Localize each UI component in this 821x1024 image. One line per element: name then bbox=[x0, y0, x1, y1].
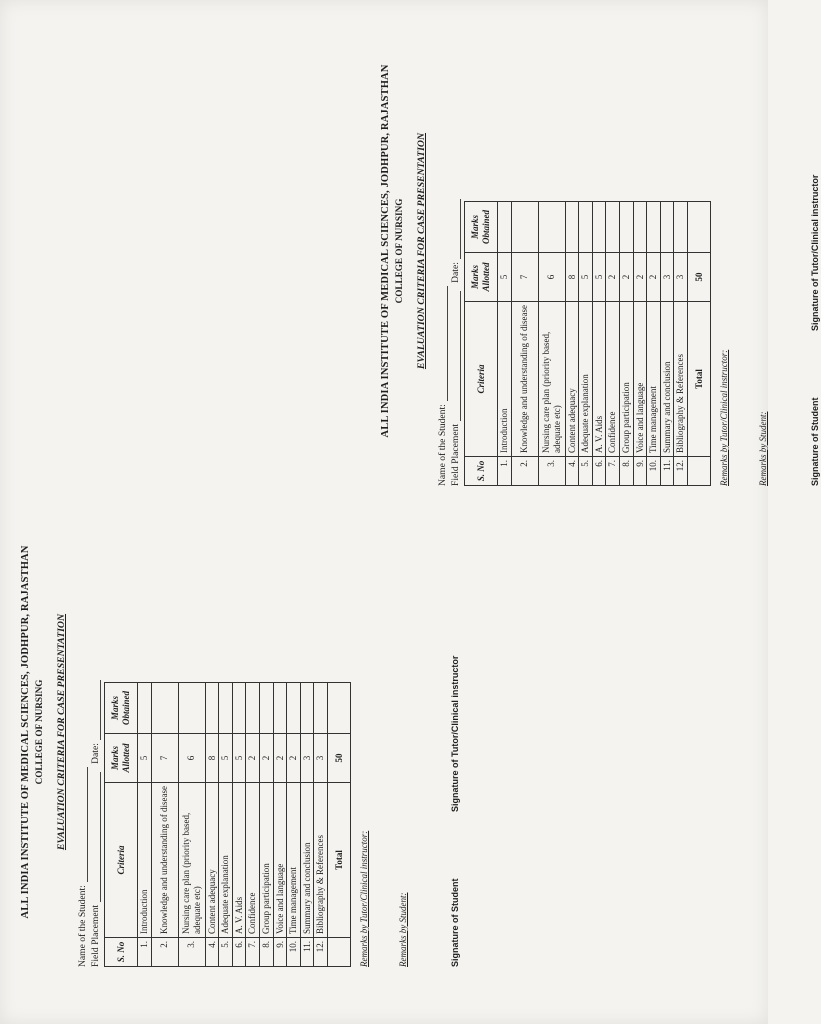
row-criteria: Adequate explanation bbox=[579, 302, 593, 457]
evaluation-title: EVALUATION CRITERIA FOR CASE PRESENTATION bbox=[416, 132, 428, 370]
signature-student: Signature of Student bbox=[810, 397, 821, 486]
header-criteria: Criteria bbox=[464, 302, 497, 457]
row-criteria: Introduction bbox=[497, 302, 511, 457]
row-marks-obtained[interactable] bbox=[219, 683, 233, 734]
row-marks-obtained[interactable] bbox=[592, 202, 606, 253]
institute-name: ALL INDIA INSTITUTE OF MEDICAL SCIENCES, JODHPUR, RAJASTHAN bbox=[380, 64, 391, 438]
header-marks-obtained: Marks Obtained bbox=[464, 202, 497, 253]
row-marks-obtained[interactable] bbox=[232, 683, 246, 734]
table-row bbox=[137, 683, 151, 967]
row-marks-obtained[interactable] bbox=[178, 683, 205, 734]
row-sno: 11. bbox=[300, 938, 314, 967]
header-sno: S. No bbox=[104, 938, 137, 967]
row-criteria: Voice and language bbox=[633, 302, 647, 457]
row-marks-obtained[interactable] bbox=[300, 683, 314, 734]
row-criteria: Adequate explanation bbox=[219, 783, 233, 938]
row-marks-obtained[interactable] bbox=[633, 202, 647, 253]
table-row bbox=[619, 202, 633, 486]
row-sno: 12. bbox=[314, 938, 328, 967]
student-name-label: Name of the Student: bbox=[76, 885, 88, 967]
table-row bbox=[151, 683, 178, 967]
table-row bbox=[606, 202, 620, 486]
row-sno: 6. bbox=[232, 938, 246, 967]
row-criteria: Content adequacy bbox=[205, 783, 219, 938]
field-placement-label: Field Placement bbox=[449, 423, 461, 486]
row-sno: 10. bbox=[647, 457, 661, 486]
row-marks-allotted: 7 bbox=[511, 253, 538, 302]
row-criteria: Time management bbox=[647, 302, 661, 457]
table-row bbox=[497, 202, 511, 486]
row-sno: 1. bbox=[497, 457, 511, 486]
remarks-tutor: Remarks by Tutor/Clinical instructor: bbox=[719, 349, 729, 486]
table-row bbox=[633, 202, 647, 486]
header-criteria: Criteria bbox=[104, 783, 137, 938]
total-row bbox=[688, 202, 711, 486]
table-row bbox=[314, 683, 328, 967]
row-marks-allotted: 5 bbox=[592, 253, 606, 302]
row-criteria: Knowledge and understanding of disease bbox=[511, 302, 538, 457]
criteria-table bbox=[464, 201, 711, 486]
evaluation-sheet-right bbox=[380, 16, 821, 486]
row-marks-allotted: 2 bbox=[259, 734, 273, 783]
total-sno-cell bbox=[328, 938, 351, 967]
row-marks-obtained[interactable] bbox=[259, 683, 273, 734]
row-criteria: Confidence bbox=[606, 302, 620, 457]
row-criteria: Summary and conclusion bbox=[300, 783, 314, 938]
row-marks-allotted: 3 bbox=[660, 253, 674, 302]
row-marks-allotted: 3 bbox=[314, 734, 328, 783]
header-sno: S. No bbox=[464, 457, 497, 486]
row-marks-obtained[interactable] bbox=[287, 683, 301, 734]
row-marks-obtained[interactable] bbox=[674, 202, 688, 253]
field-placement-field[interactable] bbox=[88, 497, 101, 967]
row-marks-allotted: 7 bbox=[151, 734, 178, 783]
remarks-student: Remarks by Student: bbox=[397, 892, 408, 967]
field-placement-line bbox=[451, 291, 461, 421]
row-marks-allotted: 2 bbox=[287, 734, 301, 783]
row-sno: 8. bbox=[259, 938, 273, 967]
row-marks-allotted: 6 bbox=[178, 734, 205, 783]
row-criteria: Confidence bbox=[246, 783, 260, 938]
row-criteria: Voice and language bbox=[273, 783, 287, 938]
table-row bbox=[511, 202, 538, 486]
signature-row bbox=[810, 16, 821, 486]
student-name-line bbox=[78, 767, 88, 882]
row-criteria: A. V. Aids bbox=[592, 302, 606, 457]
row-sno: 4. bbox=[565, 457, 579, 486]
table-row bbox=[579, 202, 593, 486]
row-marks-allotted: 5 bbox=[497, 253, 511, 302]
row-criteria: Group participation bbox=[259, 783, 273, 938]
row-sno: 9. bbox=[633, 457, 647, 486]
total-value: 50 bbox=[688, 253, 711, 302]
student-name-field[interactable] bbox=[75, 497, 88, 967]
row-marks-obtained[interactable] bbox=[511, 202, 538, 253]
student-fields bbox=[75, 497, 101, 967]
row-sno: 5. bbox=[219, 938, 233, 967]
row-sno: 9. bbox=[273, 938, 287, 967]
table-row bbox=[232, 683, 246, 967]
row-sno: 2. bbox=[151, 938, 178, 967]
row-marks-allotted: 5 bbox=[137, 734, 151, 783]
college-name: COLLEGE OF NURSING bbox=[33, 679, 44, 785]
row-marks-obtained[interactable] bbox=[151, 683, 178, 734]
row-criteria: Introduction bbox=[137, 783, 151, 938]
row-marks-obtained[interactable] bbox=[273, 683, 287, 734]
date-line bbox=[451, 199, 461, 259]
date-label: Date: bbox=[89, 743, 101, 764]
row-marks-allotted: 3 bbox=[674, 253, 688, 302]
field-placement-label: Field Placement bbox=[89, 904, 101, 967]
table-header-row bbox=[464, 202, 497, 486]
row-marks-allotted: 2 bbox=[273, 734, 287, 783]
row-marks-allotted: 2 bbox=[633, 253, 647, 302]
student-name-line bbox=[438, 286, 448, 401]
date-line bbox=[91, 680, 101, 740]
row-marks-allotted: 5 bbox=[219, 734, 233, 783]
criteria-table bbox=[104, 682, 351, 967]
table-row bbox=[565, 202, 579, 486]
row-marks-obtained[interactable] bbox=[579, 202, 593, 253]
row-marks-obtained[interactable] bbox=[137, 683, 151, 734]
table-row bbox=[660, 202, 674, 486]
table-row bbox=[205, 683, 219, 967]
field-placement-field[interactable] bbox=[448, 16, 461, 486]
remarks-student: Remarks by Student: bbox=[757, 411, 768, 486]
evaluation-sheet-left bbox=[20, 497, 461, 967]
header-marks-allotted: Marks Allotted bbox=[464, 253, 497, 302]
row-marks-obtained[interactable] bbox=[565, 202, 579, 253]
row-marks-allotted: 5 bbox=[579, 253, 593, 302]
table-row bbox=[219, 683, 233, 967]
row-criteria: Group participation bbox=[619, 302, 633, 457]
total-obtained-cell[interactable] bbox=[328, 683, 351, 734]
table-header-row bbox=[104, 683, 137, 967]
row-criteria: Time management bbox=[287, 783, 301, 938]
total-obtained-cell[interactable] bbox=[688, 202, 711, 253]
table-row bbox=[674, 202, 688, 486]
row-marks-allotted: 2 bbox=[246, 734, 260, 783]
date-label: Date: bbox=[449, 262, 461, 283]
row-criteria: A. V. Aids bbox=[232, 783, 246, 938]
total-value: 50 bbox=[328, 734, 351, 783]
table-row bbox=[246, 683, 260, 967]
evaluation-title: EVALUATION CRITERIA FOR CASE PRESENTATION bbox=[56, 613, 68, 851]
table-row bbox=[259, 683, 273, 967]
header-marks-allotted: Marks Allotted bbox=[104, 734, 137, 783]
field-placement-line bbox=[91, 772, 101, 902]
row-sno: 5. bbox=[579, 457, 593, 486]
row-marks-allotted: 6 bbox=[538, 253, 565, 302]
row-sno: 2. bbox=[511, 457, 538, 486]
table-row bbox=[647, 202, 661, 486]
row-criteria: Bibliography & References bbox=[314, 783, 328, 938]
row-sno: 10. bbox=[287, 938, 301, 967]
row-sno: 4. bbox=[205, 938, 219, 967]
row-marks-allotted: 8 bbox=[205, 734, 219, 783]
student-fields bbox=[435, 16, 461, 486]
row-marks-allotted: 8 bbox=[565, 253, 579, 302]
college-name: COLLEGE OF NURSING bbox=[393, 198, 404, 304]
row-marks-obtained[interactable] bbox=[606, 202, 620, 253]
table-row bbox=[592, 202, 606, 486]
row-sno: 6. bbox=[592, 457, 606, 486]
remarks-tutor: Remarks by Tutor/Clinical instructor: bbox=[359, 830, 369, 967]
row-marks-obtained[interactable] bbox=[497, 202, 511, 253]
row-marks-obtained[interactable] bbox=[314, 683, 328, 734]
row-criteria: Bibliography & References bbox=[674, 302, 688, 457]
row-marks-obtained[interactable] bbox=[246, 683, 260, 734]
row-sno: 12. bbox=[674, 457, 688, 486]
row-sno: 3. bbox=[538, 457, 565, 486]
signature-row bbox=[450, 497, 461, 967]
row-sno: 8. bbox=[619, 457, 633, 486]
student-name-label: Name of the Student: bbox=[436, 404, 448, 486]
table-row bbox=[538, 202, 565, 486]
row-marks-obtained[interactable] bbox=[619, 202, 633, 253]
table-row bbox=[287, 683, 301, 967]
table-row bbox=[273, 683, 287, 967]
total-label: Total bbox=[328, 783, 351, 938]
row-sno: 3. bbox=[178, 938, 205, 967]
row-criteria: Nursing care plan (priority based, adequate etc) bbox=[538, 302, 565, 457]
row-sno: 1. bbox=[137, 938, 151, 967]
row-sno: 7. bbox=[246, 938, 260, 967]
total-label: Total bbox=[688, 302, 711, 457]
row-marks-allotted: 3 bbox=[300, 734, 314, 783]
row-marks-obtained[interactable] bbox=[647, 202, 661, 253]
row-criteria: Knowledge and understanding of disease bbox=[151, 783, 178, 938]
row-criteria: Summary and conclusion bbox=[660, 302, 674, 457]
signature-tutor: Signature of Tutor/Clinical instructor bbox=[450, 655, 461, 812]
row-marks-obtained[interactable] bbox=[205, 683, 219, 734]
total-sno-cell bbox=[688, 457, 711, 486]
student-name-field[interactable] bbox=[435, 16, 448, 486]
signature-student: Signature of Student bbox=[450, 878, 461, 967]
table-row bbox=[178, 683, 205, 967]
header-marks-obtained: Marks Obtained bbox=[104, 683, 137, 734]
row-marks-obtained[interactable] bbox=[538, 202, 565, 253]
row-marks-allotted: 2 bbox=[647, 253, 661, 302]
signature-tutor: Signature of Tutor/Clinical instructor bbox=[810, 174, 821, 331]
row-criteria: Nursing care plan (priority based, adequate etc) bbox=[178, 783, 205, 938]
row-marks-allotted: 2 bbox=[619, 253, 633, 302]
institute-name: ALL INDIA INSTITUTE OF MEDICAL SCIENCES, JODHPUR, RAJASTHAN bbox=[20, 545, 31, 919]
row-sno: 7. bbox=[606, 457, 620, 486]
table-row bbox=[300, 683, 314, 967]
row-marks-allotted: 5 bbox=[232, 734, 246, 783]
total-row bbox=[328, 683, 351, 967]
row-sno: 11. bbox=[660, 457, 674, 486]
row-criteria: Content adequacy bbox=[565, 302, 579, 457]
row-marks-obtained[interactable] bbox=[660, 202, 674, 253]
row-marks-allotted: 2 bbox=[606, 253, 620, 302]
